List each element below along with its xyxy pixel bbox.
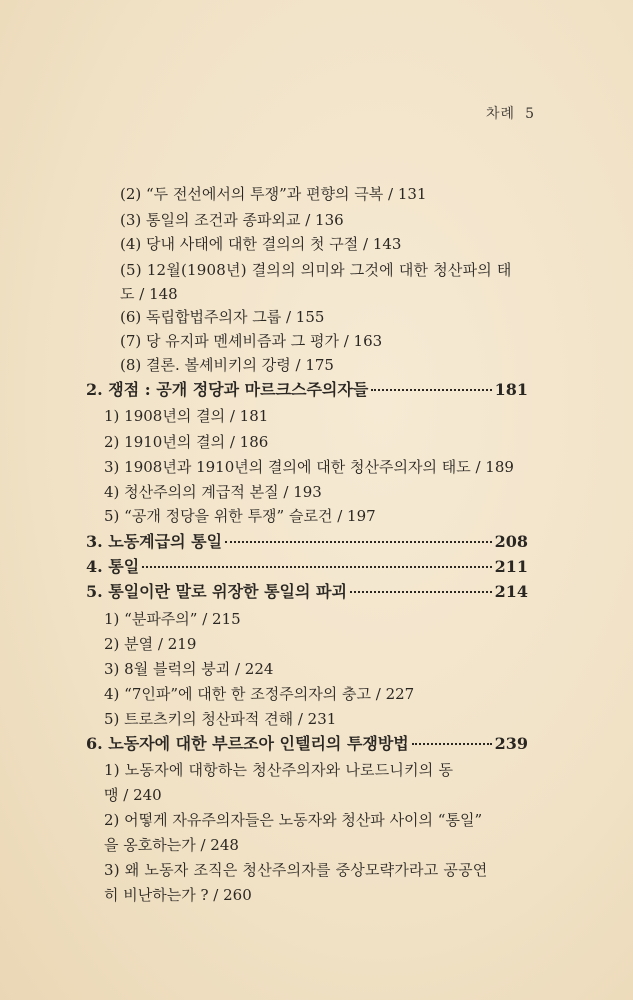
chapter-title: 5. 통일이란 말로 위장한 통일의 파괴 (86, 582, 347, 601)
toc-entry: 1) 노동자에 대항하는 청산주의자와 나로드니키의 동 (104, 761, 454, 779)
chapter-heading (86, 557, 528, 577)
dot-leader (350, 591, 492, 593)
toc-entry: 2) 1910년의 결의 / 186 (104, 433, 269, 451)
chapter-heading (86, 734, 528, 754)
toc-entry: 2) 어떻게 자유주의자들은 노동자와 청산파 사이의 “통일” (104, 811, 483, 829)
chapter-heading (86, 582, 528, 602)
chapter-page: 239 (494, 734, 528, 753)
chapter-page: 208 (494, 532, 528, 551)
chapter-title: 4. 통일 (86, 557, 140, 576)
chapter-heading (86, 380, 528, 400)
toc-entry: 2) 분열 / 219 (104, 635, 197, 653)
dot-leader (371, 389, 491, 391)
toc-entry: (4) 당내 사태에 대한 결의의 첫 구절 / 143 (120, 235, 402, 253)
toc-entry: 3) 1908년과 1910년의 결의에 대한 청산주의자의 태도 / 189 (104, 458, 514, 476)
toc-entry: 5) “공개 정당을 위한 투쟁” 슬로건 / 197 (104, 507, 376, 525)
header-label: 차례 (486, 106, 516, 122)
toc-entry: (7) 당 유지파 멘셰비즘과 그 평가 / 163 (120, 332, 383, 350)
chapter-page: 211 (494, 557, 528, 576)
toc-entry-continuation: 맹 / 240 (104, 786, 162, 804)
toc-entry: 1) “분파주의” / 215 (104, 610, 241, 628)
chapter-title: 6. 노동자에 대한 부르조아 인텔리의 투쟁방법 (86, 734, 409, 753)
chapter-page: 214 (494, 582, 528, 601)
toc-entry-continuation: 도 / 148 (120, 285, 178, 303)
toc-entry: (5) 12월(1908년) 결의의 의미와 그것에 대한 청산파의 태 (120, 261, 512, 279)
running-header (476, 103, 535, 123)
toc-entry-continuation: 을 옹호하는가 / 248 (104, 836, 239, 854)
toc-entry: (8) 결론. 볼셰비키의 강령 / 175 (120, 356, 334, 374)
chapter-title: 2. 쟁점 : 공개 정당과 마르크스주의자들 (86, 380, 369, 399)
toc-entry: 3) 8월 블럭의 붕괴 / 224 (104, 660, 274, 678)
dot-leader (412, 743, 492, 745)
toc-entry: (6) 독립합법주의자 그룹 / 155 (120, 308, 325, 326)
toc-entry: 3) 왜 노동자 조직은 청산주의자를 중상모략가라고 공공연 (104, 861, 488, 879)
toc-entry: 4) “7인파”에 대한 한 조정주의자의 충고 / 227 (104, 685, 415, 703)
toc-entry: 1) 1908년의 결의 / 181 (104, 407, 269, 425)
header-page-number: 5 (525, 106, 535, 122)
dot-leader (142, 566, 491, 568)
toc-entry: (2) “두 전선에서의 투쟁”과 편향의 극복 / 131 (120, 185, 427, 203)
dot-leader (225, 541, 492, 543)
chapter-heading (86, 532, 528, 552)
toc-entry: 4) 청산주의의 계급적 본질 / 193 (104, 483, 322, 501)
chapter-page: 181 (494, 380, 528, 399)
toc-entry: (3) 통일의 조건과 종파외교 / 136 (120, 211, 344, 229)
toc-entry: 5) 트로츠키의 청산파적 견해 / 231 (104, 710, 337, 728)
toc-entry-continuation: 히 비난하는가 ? / 260 (104, 886, 252, 904)
chapter-title: 3. 노동계급의 통일 (86, 532, 223, 551)
